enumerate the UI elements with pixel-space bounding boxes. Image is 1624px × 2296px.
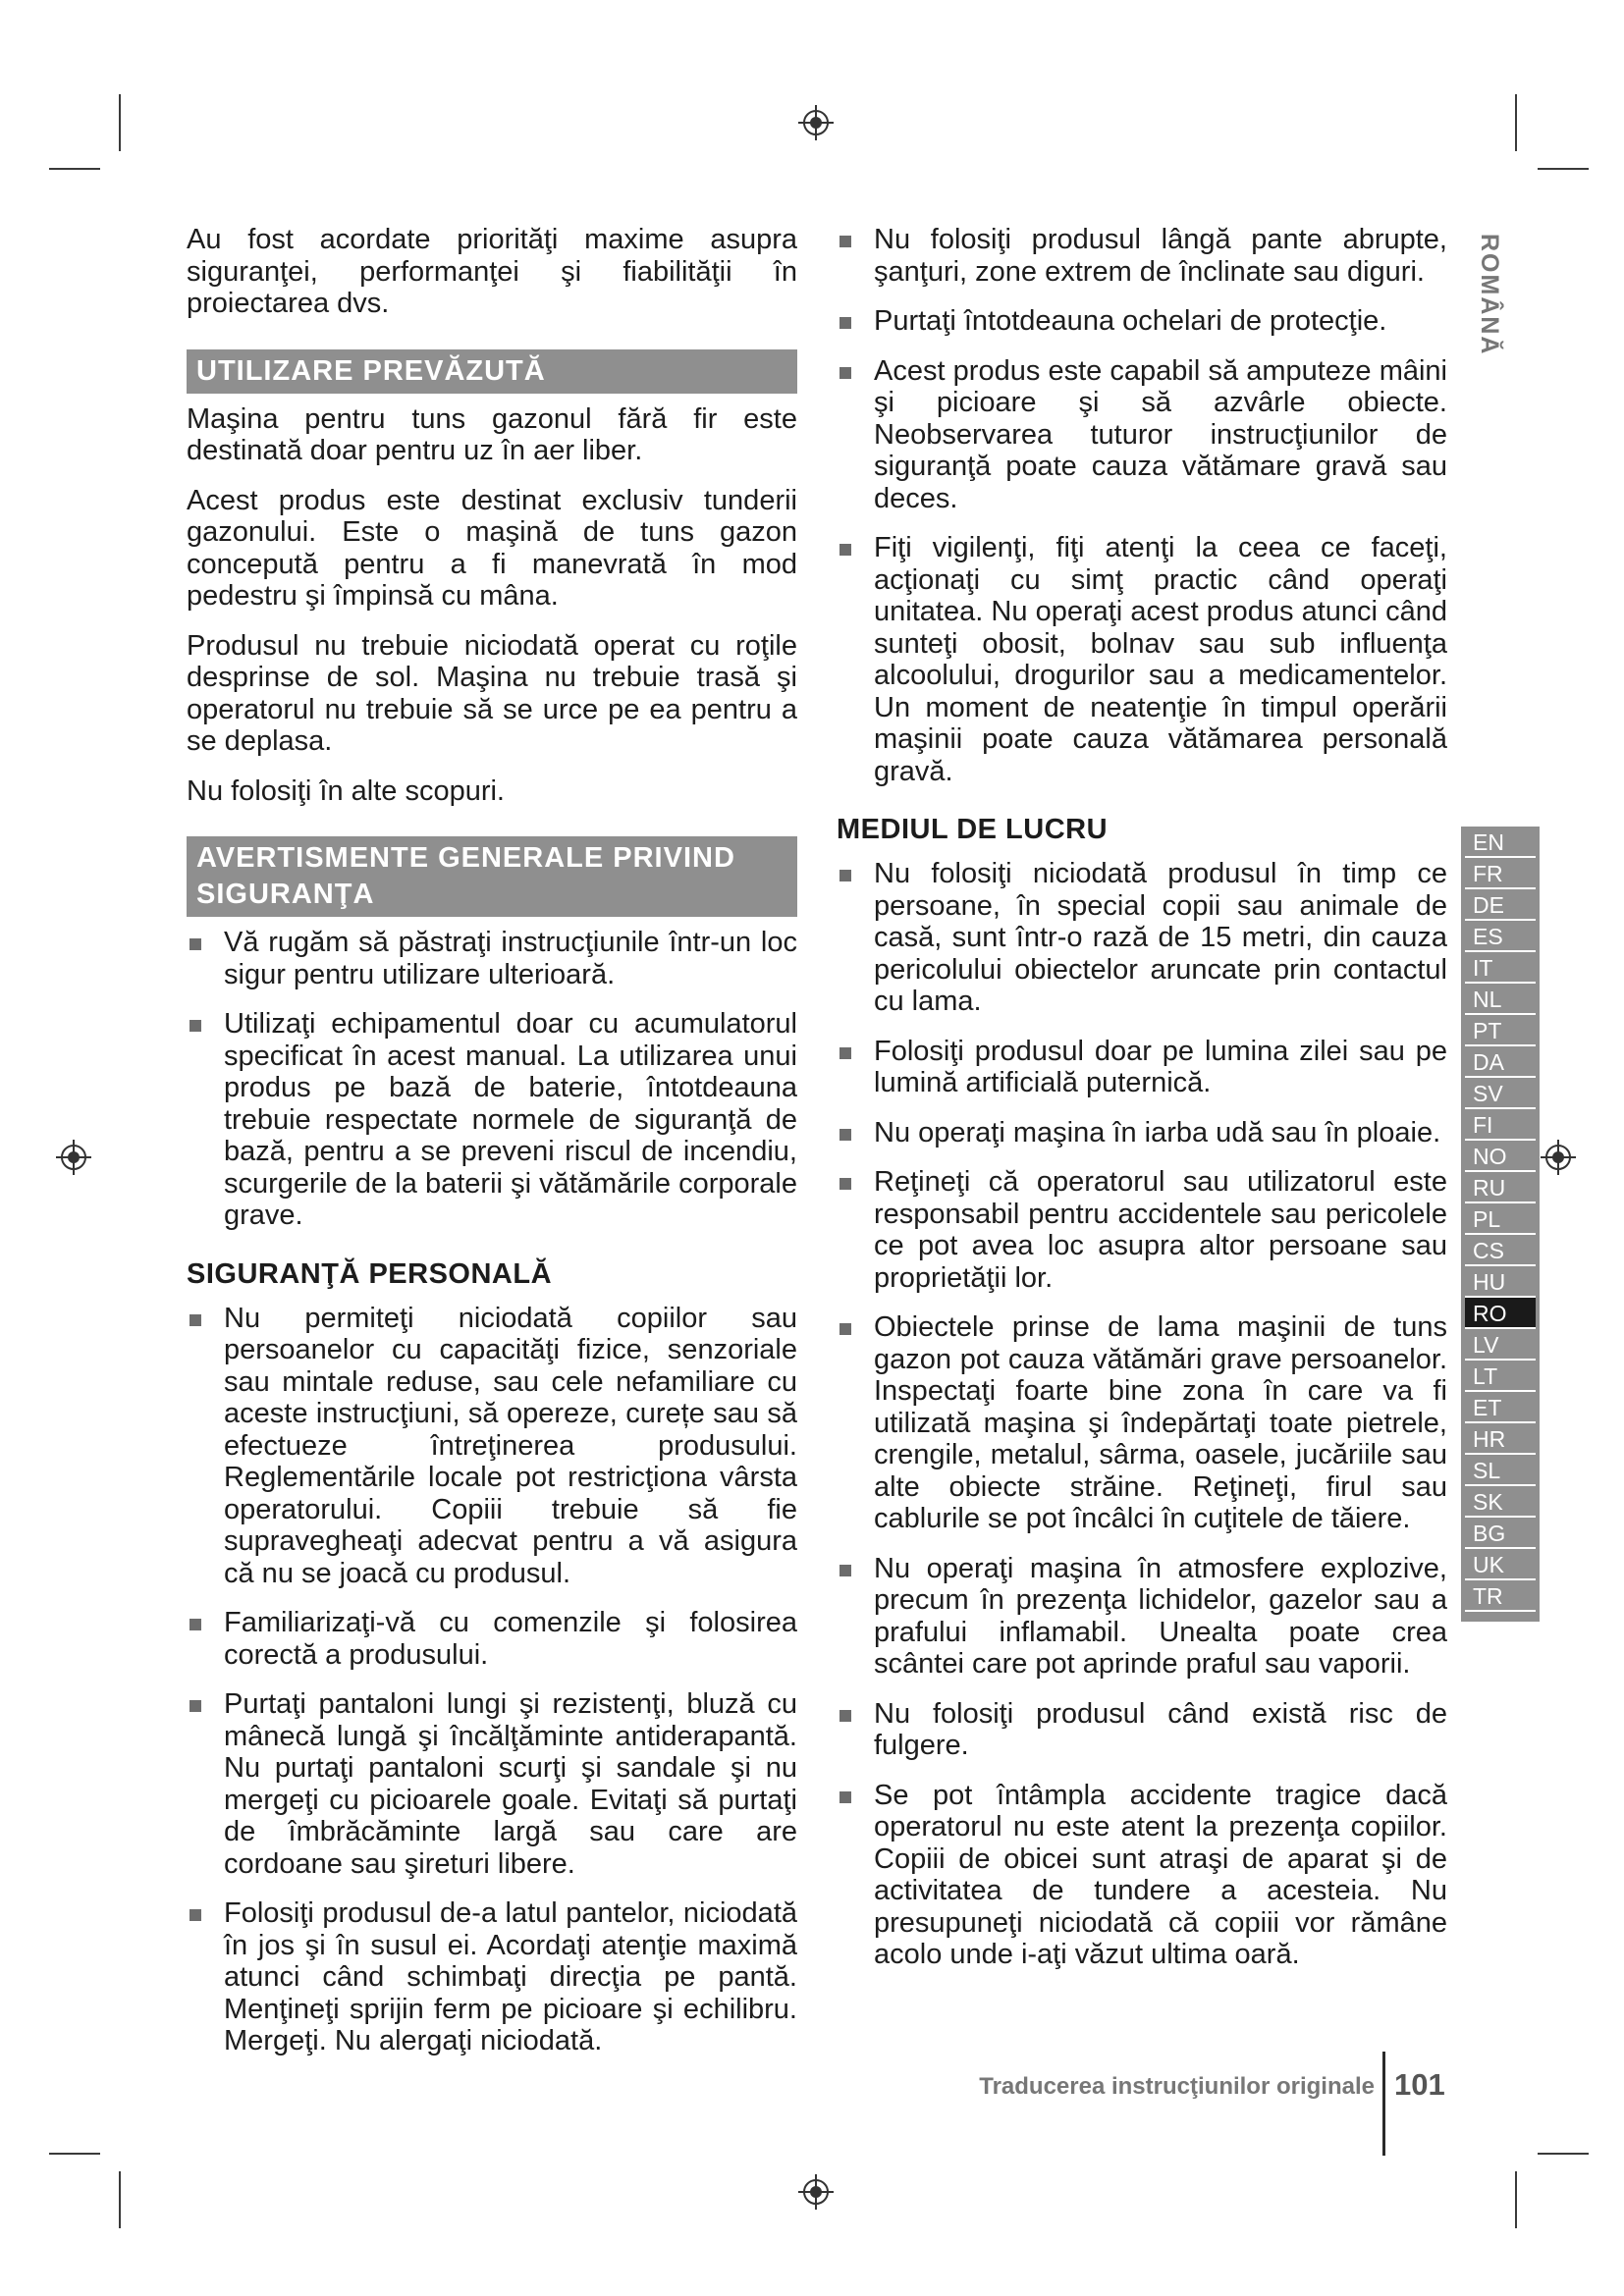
- language-tab-lv: LV: [1465, 1329, 1536, 1361]
- section-heading-intended-use: UTILIZARE PREVĂZUTĂ: [187, 349, 797, 394]
- list-item: Familiarizaţi-vă cu comenzile şi folosirea corectă a produsului.: [187, 1607, 797, 1671]
- bullet-square-icon: [839, 1178, 851, 1190]
- bullet-square-icon: [839, 236, 851, 247]
- intro-paragraph: Au fost acordate priorităţi maxime asupra siguranţei, performanţei şi fiabilităţii în proiectarea dvs.: [187, 224, 797, 319]
- crop-mark: [1515, 94, 1517, 151]
- language-tab-da: DA: [1465, 1046, 1536, 1078]
- bullet-square-icon: [839, 544, 851, 556]
- language-tab-it: IT: [1465, 952, 1536, 984]
- crop-mark: [49, 168, 100, 170]
- language-tab-sk: SK: [1465, 1486, 1536, 1518]
- registration-mark-icon: [55, 1139, 92, 1176]
- list-item: Vă rugăm să păstraţi instrucţiunile într-un loc sigur pentru utilizare ulterioară.: [187, 927, 797, 990]
- list-item: Nu folosiţi niciodată produsul în timp ce persoane, în special copii sau animale de casă, sunt într-o rază de 15 metri, din cauza pericolului obiectelor aruncate prin contactul cu lama.: [837, 858, 1447, 1018]
- language-tab-fr: FR: [1465, 858, 1536, 889]
- bullet-square-icon: [839, 1047, 851, 1059]
- language-tab-fi: FI: [1465, 1109, 1536, 1141]
- safety-list-continued: [837, 224, 1447, 787]
- language-tab-hr: HR: [1465, 1423, 1536, 1455]
- language-tab-no: NO: [1465, 1141, 1536, 1172]
- bullet-square-icon: [189, 1314, 201, 1326]
- language-tab-hu: HU: [1465, 1266, 1536, 1298]
- bullet-square-icon: [839, 1710, 851, 1722]
- registration-mark-icon: [797, 2173, 835, 2211]
- general-warnings-list: [187, 927, 797, 1232]
- crop-mark: [119, 94, 121, 151]
- work-environment-list: [837, 858, 1447, 1971]
- crop-mark: [49, 2153, 100, 2155]
- bullet-square-icon: [189, 938, 201, 950]
- crop-mark: [1515, 2171, 1517, 2228]
- bullet-square-icon: [189, 1020, 201, 1032]
- list-item: Fiţi vigilenţi, fiţi atenţi la ceea ce faceţi, acţionaţi cu simţ practic când operaţi unitatea. Nu operaţi acest produs atunci când sunteţi obosit, bolnav sau sub influenţa alcoolului, drogurilor sau a medicamentelor. Un moment de neatenţie în timpul operării maşinii poate cauza vătămarea personală gravă.: [837, 532, 1447, 787]
- language-tab-nl: NL: [1465, 984, 1536, 1015]
- language-tab-de: DE: [1465, 889, 1536, 921]
- language-tab-et: ET: [1465, 1392, 1536, 1423]
- section-heading-general-warnings: AVERTISMENTE GENERALE PRIVIND SIGURANŢA: [187, 836, 797, 917]
- paragraph: Produsul nu trebuie niciodată operat cu roţile desprinse de sol. Maşina nu trebuie trasă şi operatorul nu trebuie să se urce pe ea pentru a se deplasa.: [187, 629, 797, 757]
- personal-safety-list: [187, 1303, 797, 2057]
- registration-mark-icon: [797, 104, 835, 141]
- list-item: Nu permiteţi niciodată copiilor sau persoanelor cu capacităţi fizice, senzoriale sau mintale reduse, sau cele nefamiliare cu aceste instrucţiuni, să opereze, curețe sau să efectueze întreţinerea produsului. Reglementările locale pot restricţiona vârsta operatorului. Copiii trebuie să fie supravegheaţi adecvat pentru a vă asigura că nu se joacă cu produsul.: [187, 1303, 797, 1590]
- language-label-vertical: ROMÂNĂ: [1476, 234, 1503, 356]
- language-tab-ro: RO: [1465, 1298, 1536, 1329]
- list-item: Folosiţi produsul de-a latul pantelor, niciodată în jos şi în susul ei. Acordaţi atenţie maximă atunci când schimbaţi direcţia pe pantă. Menţineţi sprijin ferm pe picioare şi echilibru. Mergeţi. Nu alergaţi niciodată.: [187, 1897, 797, 2057]
- list-item: Purtaţi întotdeauna ochelari de protecţie.: [837, 305, 1447, 338]
- subheading-work-environment: MEDIUL DE LUCRU: [837, 814, 1109, 845]
- right-column: [837, 224, 1447, 1989]
- language-tab-tr: TR: [1465, 1580, 1536, 1612]
- list-item: Nu operaţi maşina în atmosfere explozive, precum în prezenţa lichidelor, gazelor sau a prafului inflamabil. Unealta poate crea scântei care pot aprinde praful sau vaporii.: [837, 1553, 1447, 1681]
- paragraph: Acest produs este destinat exclusiv tunderii gazonului. Este o maşină de tuns gazon concepută pentru a fi manevrată în mod pedestru şi împinsă cu mâna.: [187, 484, 797, 612]
- bullet-square-icon: [189, 1909, 201, 1921]
- list-item: Folosiţi produsul doar pe lumina zilei sau pe lumină artificială puternică.: [837, 1036, 1447, 1099]
- paragraph: Maşina pentru tuns gazonul fără fir este destinată doar pentru uz în aer liber.: [187, 402, 797, 466]
- bullet-square-icon: [189, 1700, 201, 1712]
- language-tab-sl: SL: [1465, 1455, 1536, 1486]
- list-item: Purtaţi pantaloni lungi şi rezistenţi, bluză cu mânecă lungă şi încălţăminte antiderapantă. Nu purtaţi pantaloni scurţi şi sandale şi nu mergeţi cu picioarele goale. Evitaţi să purtaţi de îmbrăcăminte largă sau care are cordoane sau şireturi libere.: [187, 1688, 797, 1880]
- language-tabs: [1461, 827, 1540, 1622]
- language-tab-cs: CS: [1465, 1235, 1536, 1266]
- list-item: Reţineţi că operatorul sau utilizatorul este responsabil pentru accidentele sau pericolele ce pot avea loc asupra altor persoane sau proprietăţii lor.: [837, 1166, 1447, 1294]
- crop-mark: [1538, 2153, 1589, 2155]
- bullet-square-icon: [839, 317, 851, 329]
- language-tab-uk: UK: [1465, 1549, 1536, 1580]
- language-tab-ru: RU: [1465, 1172, 1536, 1203]
- list-item: Utilizaţi echipamentul doar cu acumulatorul specificat în acest manual. La utilizarea unui produs pe bază de baterie, întotdeauna trebuie respectate normele de siguranţă de bază, pentru a se preveni riscul de incendiu, scurgerile de la baterii şi vătămările corporale grave.: [187, 1008, 797, 1232]
- language-tab-bg: BG: [1465, 1518, 1536, 1549]
- list-item: Se pot întâmpla accidente tragice dacă operatorul nu este atent la prezenţa copiilor. Copiii de obicei sunt atraşi de aparat şi de activitatea de tundere a acesteia. Nu presupuneţi niciodată că copiii vor rămâne acolo unde i-aţi văzut ultima oară.: [837, 1780, 1447, 1971]
- bullet-square-icon: [839, 1323, 851, 1335]
- language-tab-lt: LT: [1465, 1361, 1536, 1392]
- language-tab-es: ES: [1465, 921, 1536, 952]
- language-tab-sv: SV: [1465, 1078, 1536, 1109]
- crop-mark: [1538, 168, 1589, 170]
- paragraph: Nu folosiţi în alte scopuri.: [187, 774, 505, 807]
- bullet-square-icon: [839, 870, 851, 881]
- bullet-square-icon: [839, 1129, 851, 1141]
- crop-mark: [119, 2171, 121, 2228]
- list-item: Nu folosiţi produsul când există risc de fulgere.: [837, 1698, 1447, 1762]
- language-tab-pl: PL: [1465, 1203, 1536, 1235]
- subheading-personal-safety: SIGURANŢĂ PERSONALĂ: [187, 1257, 553, 1290]
- list-item: Nu operaţi maşina în iarba udă sau în ploaie.: [837, 1117, 1447, 1149]
- list-item: Acest produs este capabil să amputeze mâini şi picioare şi să azvârle obiecte. Neobservarea tuturor instrucţiunilor de siguranţă poate cauza vătămare gravă sau deces.: [837, 355, 1447, 515]
- list-item: Nu folosiţi produsul lângă pante abrupte, şanţuri, zone extrem de înclinate sau diguri.: [837, 224, 1447, 288]
- bullet-square-icon: [839, 367, 851, 379]
- left-column: [187, 224, 797, 2075]
- page-number: 101: [1394, 2067, 1445, 2102]
- list-item: Obiectele prinse de lama maşinii de tuns gazon pot cauza vătămări grave persoanelor. Inspectaţi foarte bine zona în care va fi utilizată maşina şi îndepărtaţi toate pietrele, crengile, metalul, sârma, oasele, jucăriile sau alte obiecte străine. Reţineţi, firul sau cablurile se pot încâlci în cuţitele de tăiere.: [837, 1311, 1447, 1535]
- bullet-square-icon: [839, 1791, 851, 1803]
- footer-text: Traducerea instrucţiunilor originale: [979, 2073, 1375, 2100]
- language-tab-en: EN: [1465, 827, 1536, 858]
- bullet-square-icon: [839, 1565, 851, 1576]
- footer-divider: [1382, 2052, 1385, 2156]
- bullet-square-icon: [189, 1619, 201, 1630]
- registration-mark-icon: [1540, 1139, 1577, 1176]
- language-tab-pt: PT: [1465, 1015, 1536, 1046]
